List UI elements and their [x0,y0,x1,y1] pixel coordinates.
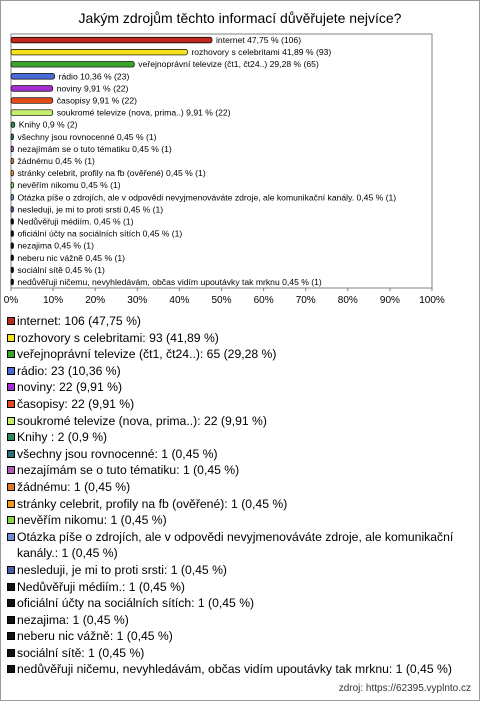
x-tick-label: 50% [211,295,232,306]
bar [11,134,14,140]
bar-label: nevěřím nikomu 0,45 % (1) [17,180,121,191]
x-tick-label: 0% [3,295,19,306]
legend-item [7,512,473,529]
bar [11,146,14,152]
bar-label: žádnému 0,45 % (1) [17,156,95,166]
legend-item [7,579,473,596]
legend-label: Knihy : 2 (0,9 %) [17,430,108,445]
bar [11,243,14,249]
legend-swatch [7,400,15,408]
legend-swatch [7,632,15,640]
legend-item [7,429,473,446]
legend [7,313,473,678]
legend-item [7,446,473,463]
legend-swatch [7,649,15,657]
bar [11,110,53,116]
legend-item [7,479,473,496]
bar-label: noviny 9,91 % (22) [56,83,129,94]
bar-label: rozhovory s celebritami 41,89 % (93) [191,47,332,58]
legend-item [7,346,473,363]
legend-item [7,313,473,330]
bar-label: časopisy 9,91 % (22) [56,95,137,106]
legend-swatch [7,500,15,508]
bar-label: stránky celebrit, profily na fb (ověřené) 0,45 % (1) [17,168,206,179]
legend-swatch [7,599,15,607]
bar [11,86,53,92]
bar-label: veřejnoprávní televize (čt1, čt24..) 29,28 % (65) [138,59,319,70]
bar-label: nezajima 0,45 % (1) [17,240,94,251]
x-tick-label: 20% [85,295,106,306]
chart-title: Jakým zdrojům těchto informací důvěřujete nejvíce? [78,10,402,26]
legend-swatch [7,367,15,375]
bar [11,231,14,237]
bar [11,267,14,273]
bar-label: oficiální účty na sociálních sítích 0,45 % (1) [17,228,183,239]
bar [11,61,134,67]
legend-label: internet: 106 (47,75 %) [17,314,141,328]
x-tick-label: 70% [295,295,316,306]
bar [11,98,53,104]
bar-plot [0,0,480,310]
bar-label: sociální sítě 0,45 % (1) [17,264,105,275]
bar-label: internet 47,75 % (106) [216,35,302,46]
legend-label: nezajima: 1 (0,45 %) [17,612,129,627]
legend-item [7,462,473,479]
bar [11,255,14,261]
legend-label: nezajímám se o tuto tématiku: 1 (0,45 %) [17,463,240,478]
legend-label: Nedůvěřuji médiím.: 1 (0,45 %) [17,579,185,594]
legend-item [7,413,473,430]
legend-swatch [7,450,15,458]
bar [11,207,14,213]
legend-item [7,562,473,579]
legend-item [7,396,473,413]
legend-swatch [7,583,15,591]
legend-item [7,612,473,629]
source-note: zdroj: https://62395.vyplnto.cz [338,683,471,694]
x-tick-label: 100% [419,295,445,306]
legend-label: neberu nic vážně: 1 (0,45 %) [17,629,173,644]
legend-swatch [7,483,15,491]
legend-item [7,595,473,612]
bar [11,279,14,285]
x-tick-label: 40% [169,295,190,306]
legend-item [7,628,473,645]
legend-label: oficiální účty na sociálních sítích: 1 (0,45 %) [17,596,255,611]
legend-label: veřejnoprávní televize (čt1, čt24..): 65 (29,28 %) [17,347,277,362]
legend-label: Otázka píše o zdrojích, ale v odpovědi nevyjmenováváte zdroje, ale komunikační kanály.: 1 (0,45 %) [17,529,454,561]
legend-item [7,363,473,380]
x-tick-label: 80% [337,295,358,306]
bar-label: soukromé televize (nova, prima..) 9,91 % (22) [56,107,231,118]
x-tick-label: 10% [43,295,64,306]
legend-label: noviny: 22 (9,91 %) [17,380,123,395]
bar [11,158,14,164]
bar-label: všechny jsou rovnocenné 0,45 % (1) [17,131,157,142]
bar [11,219,14,225]
legend-swatch [7,466,15,474]
legend-swatch [7,665,15,673]
legend-swatch [7,566,15,574]
legend-label: sociální sítě: 1 (0,45 %) [17,645,145,660]
legend-label: soukromé televize (nova, prima..): 22 (9,91 %) [17,413,267,428]
legend-swatch [7,533,15,541]
legend-label: nevěřím nikomu: 1 (0,45 %) [17,513,167,528]
bar [11,194,14,200]
legend-item [7,529,473,562]
x-tick-label: 60% [253,295,274,306]
legend-label: žádnému: 1 (0,45 %) [17,479,131,494]
bar [11,170,14,176]
legend-item [7,330,473,347]
bar-label: rádio 10,36 % (23) [58,71,130,82]
legend-item [7,645,473,662]
bar-label: Nedůvěřuji médiím. 0,45 % (1) [17,216,134,227]
x-tick-label: 90% [379,295,400,306]
legend-item [7,661,473,678]
legend-label: stránky celebrit, profily na fb (ověřené): 1 (0,45 %) [17,496,288,511]
legend-swatch [7,383,15,391]
bar-label: nesleduji, je mi to proti srsti 0,45 % (1) [17,204,164,215]
legend-swatch [7,334,15,342]
bar-label: nezajímám se o tuto tématiku 0,45 % (1) [17,143,172,154]
bar-label: nedůvěřuji ničemu, nevyhledávám, občas vidím upoutávky tak mrknu 0,45 % (1) [17,276,322,287]
legend-label: nesleduji, je mi to proti srsti: 1 (0,45 %) [17,562,227,577]
legend-item [7,379,473,396]
bar [11,49,187,55]
bar-label: Otázka píše o zdrojích, ale v odpovědi nevyjmenováváte zdroje, ale komunikační kanály. 0,45 % (1) [17,192,397,203]
bar [11,74,55,80]
legend-label: nedůvěřuji ničemu, nevyhledávám, občas vidím upoutávky tak mrknu: 1 (0,45 %) [17,662,452,677]
bar [11,122,15,128]
bar [11,37,212,43]
bar-label: Knihy 0,9 % (2) [18,119,78,130]
legend-label: rádio: 23 (10,36 %) [17,363,121,378]
legend-swatch [7,317,15,325]
legend-swatch [7,516,15,524]
legend-label: všechny jsou rovnocenné: 1 (0,45 %) [17,446,218,461]
bar-label: neberu nic vážně 0,45 % (1) [17,252,125,263]
legend-swatch [7,433,15,441]
legend-label: časopisy: 22 (9,91 %) [17,396,135,411]
legend-label: rozhovory s celebritami: 93 (41,89 %) [17,330,219,345]
x-tick-label: 30% [127,295,148,306]
legend-swatch [7,417,15,425]
bar [11,182,14,188]
legend-swatch [7,350,15,358]
legend-swatch [7,616,15,624]
legend-item [7,496,473,513]
